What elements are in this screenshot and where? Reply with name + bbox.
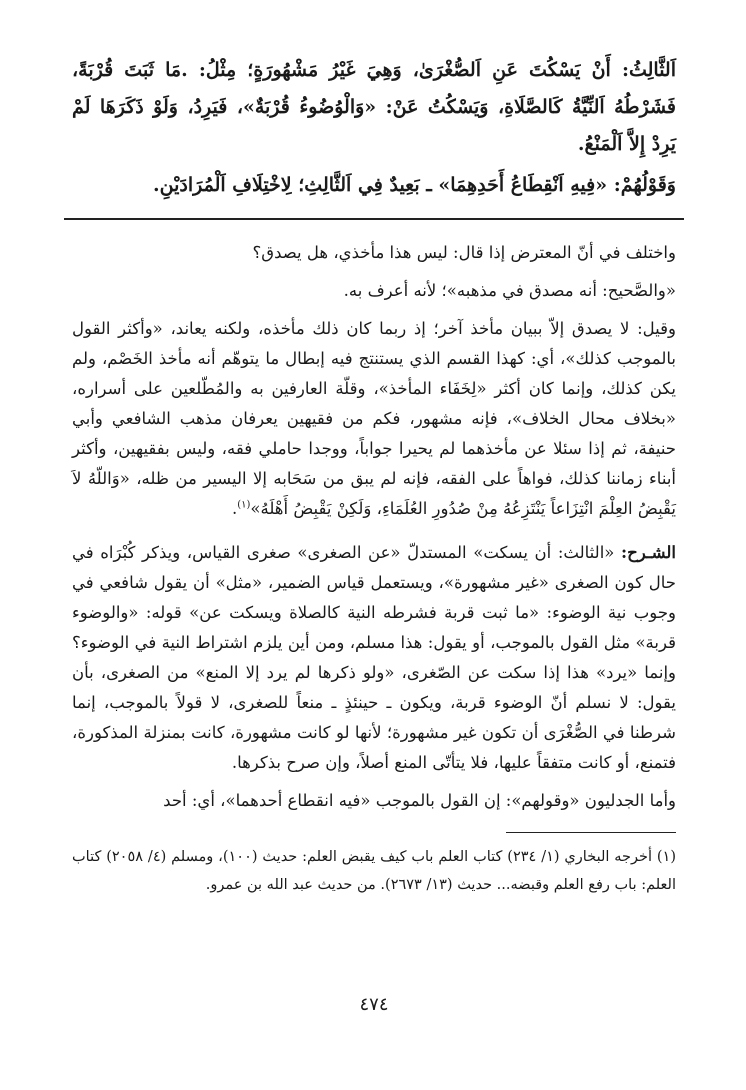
matn-paragraph-1: اَلثَّالِثُ: أَنْ يَسْكُتَ عَنِ اَلصُّغْرَىٰ، وَهِيَ غَيْرُ مَشْهُورَةٍ؛ مِثْلُ: .مَا ثَبَتَ قُرْبَةً، فَشَرْطُهُ اَلنِّيَّةُ كَالصَّلَاةِ، وَيَسْكُتُ عَنْ: «وَالْوُضُوءُ قُرْبَةٌ»، فَيَرِدُ، وَلَوْ ذَكَرَهَا لَمْ يَرِدْ إِلاَّ اَلْمَنْعُ. (72, 59, 676, 155)
commentary-section (72, 238, 676, 816)
body-paragraph-3: وقيل: لا يصدق إلاّ ببيان مأخذ آخر؛ إذ ربما كان ذلك مأخذه، ولكنه يعاند، «وأكثر القول بالموجب كذلك»، أي: كهذا القسم الذي يستنتج فيه إبطال ما يتوهّم أنه مأخذ الخَصْم، ولم يكن كذلك، وإنما كان أكثر «لِخَفَاء المأخذ»، وقلّة العارفين به والمُطّلعين على أسراره، «بخلاف محال الخلاف»، فإنه مشهور، فكم من فقيهين يعرفان مذهب الشافعي وأبي حنيفة، ثم إذا سئلا عن مأخذهما لم يحيرا جواباً، ووجدا حاملي فقه، وليس بفقيهين، وأكثر أبناء زماننا كذلك، فواهاً على الفقه، فإنه لم يبق من سَحَابه إلا اليسير من ظله، «وَاللّهُ لاَ يَقْبِضُ العِلْمَ انْتِزَاعاً يَنْتَزِعُهُ مِنْ صُدُورِ العُلَمَاءِ، وَلَكِنْ يَقْبِضُ أَهْلَهُ»$^{(١)}$. (72, 319, 676, 518)
body-paragraph-5: وأما الجدليون «وقولهم»: إن القول بالموجب «فيه انقطاع أحدهما»، أي: أحد (163, 791, 676, 810)
matn-section (72, 52, 676, 204)
matn-paragraph-2: وَقَوْلُهُمْ: «فِيهِ اَنْقِطَاعُ أَحَدِهِمَا» ـ بَعِيدٌ فِي اَلثَّالِثِ؛ لِاخْتِلَافِ اَلْمُرَادَيْنِ. (153, 174, 676, 196)
body-paragraph-2: «والصَّحيح: أنه مصدق في مذهبه»؛ لأنه أعرف به. (343, 281, 676, 300)
body-paragraph-4-text: «الثالث: أن يسكت» المستدلّ «عن الصغرى» صغرى القياس، ويذكر كُبْرَاه في حال كون الصغرى «غير مشهورة»، ويستعمل قياس الضمير، «مثل» أن يقول شافعي في وجوب نية الوضوء: «ما ثبت قربة فشرطه النية كالصلاة ويسكت عن» قوله: «والوضوء قربة» مثل القول بالموجب، أو يقول: هذا مسلم، ومن أين يلزم اشتراط النية في الوضوء؟ وإنما «يرد» هذا إذا سكت عن الصّغرى، «ولو ذكرها لم يرد إلا المنع» من الصغرى، بأن يقول: لا نسلم أنّ الوضوء قربة، ويكون ـ حينئذٍ ـ منعاً للصغرى، لا قولاً بالموجب، إنما شرطنا في الصُّغْرَى أن تكون غير مشهورة؛ لأنها لو كانت مشهورة، كانت بمنزلة المذكورة، فتمنع، أو كانت متفقاً عليها، فلا يتأتّى المنع أصلاً، وإن صرح بذكرها. (72, 543, 676, 772)
page-number: ٤٧٤ (359, 994, 389, 1015)
body-paragraph-4 (72, 538, 676, 778)
sharh-label: الشـرح: (620, 543, 676, 562)
footnote-ref-1[interactable]: (١) (237, 499, 251, 511)
page-content (72, 52, 676, 1062)
body-paragraph-3-text: وقيل: لا يصدق إلاّ ببيان مأخذ آخر؛ إذ ربما كان ذلك مأخذه، ولكنه يعاند، «وأكثر القول بالموجب كذلك»، أي: كهذا القسم الذي يستنتج فيه إبطال ما يتوهّم أنه مأخذ الخَصْم، ولم يكن كذلك، وإنما كان أكثر «لِخَفَاء المأخذ»، وقلّة العارفين به والمُطّلعين على أسراره، «بخلاف محال الخلاف»، فإنه مشهور، فكم من فقيهين يعرفان مذهب الشافعي وأبي حنيفة، ثم إذا سئلا عن مأخذهما لم يحيرا جواباً، ووجدا حاملي فقه، وليس بفقيهين، وأكثر أبناء زماننا كذلك، فواهاً على الفقه، فإنه لم يبق من سَحَابه إلا اليسير من ظله، «وَاللّهُ لاَ يَقْبِضُ العِلْمَ انْتِزَاعاً يَنْتَزِعُهُ مِنْ صُدُورِ العُلَمَاءِ، وَلَكِنْ يَقْبِضُ أَهْلَهُ» (72, 319, 676, 518)
section-divider (64, 218, 684, 220)
body-paragraph-1: واختلف في أنّ المعترض إذا قال: ليس هذا مأخذي، هل يصدق؟ (252, 243, 676, 262)
footnote-section (72, 843, 676, 899)
footnote-1: (١) أخرجه البخاري (١/ ٢٣٤) كتاب العلم باب كيف يقبض العلم: حديث (١٠٠)، ومسلم (٤/ ٢٠٥٨) كتاب العلم: باب رفع العلم وقبضه... حديث (١٣/ ٢٦٧٣). من حديث عبد الله بن عمرو. (72, 849, 676, 893)
footnote-rule (506, 832, 676, 833)
